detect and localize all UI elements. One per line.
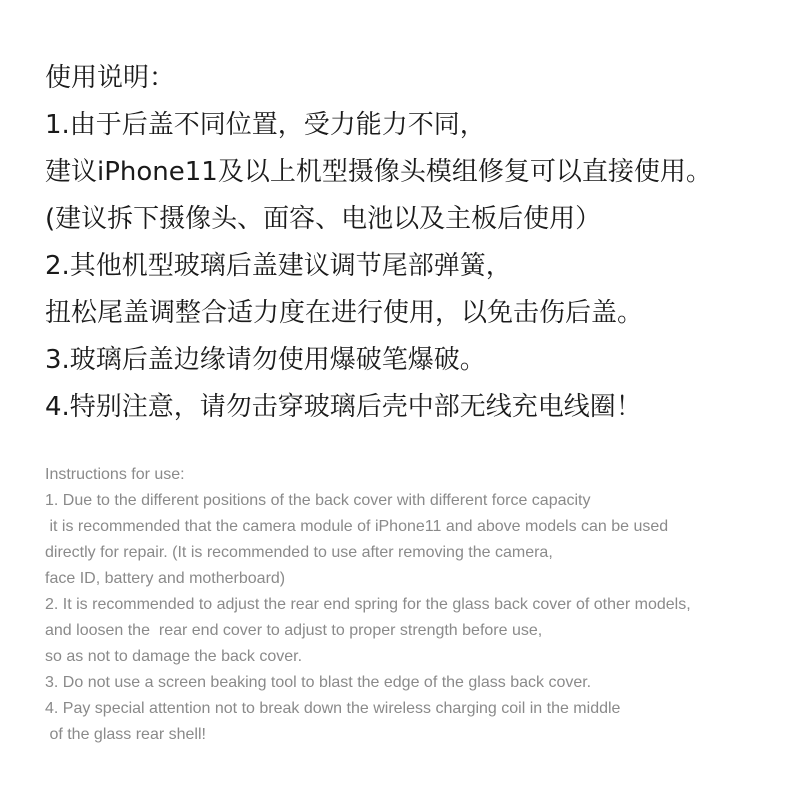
chinese-line: 3.玻璃后盖边缘请勿使用爆破笔爆破。 [45, 345, 486, 375]
english-line: directly for repair. (It is recommended to use after removing the camera, [45, 544, 553, 561]
chinese-line: 4.特别注意，请勿击穿玻璃后壳中部无线充电线圈！ [45, 392, 642, 422]
english-line: 2. It is recommended to adjust the rear end spring for the glass back cover of other models, [45, 596, 691, 613]
chinese-line: 建议iPhone11及以上机型摄像头模组修复可以直接使用。 [45, 157, 712, 187]
english-heading: Instructions for use: [45, 466, 185, 483]
english-line: of the glass rear shell! [45, 726, 206, 743]
english-line: and loosen the rear end cover to adjust to proper strength before use, [45, 622, 543, 639]
english-line: so as not to damage the back cover. [45, 648, 303, 665]
chinese-heading: 使用说明： [45, 63, 176, 93]
chinese-line: 2.其他机型玻璃后盖建议调节尾部弹簧， [45, 251, 512, 281]
chinese-line: 扭松尾盖调整合适力度在进行使用，以免击伤后盖。 [45, 298, 644, 328]
english-line: 1. Due to the different positions of the back cover with different force capacity [45, 492, 591, 509]
english-line: face ID, battery and motherboard) [45, 570, 286, 587]
english-line: 3. Do not use a screen beaking tool to blast the edge of the glass back cover. [45, 674, 592, 691]
english-line: it is recommended that the camera module of iPhone11 and above models can be used [45, 518, 669, 535]
chinese-line: 1.由于后盖不同位置，受力能力不同， [45, 110, 486, 140]
chinese-line: (建议拆下摄像头、面容、电池以及主板后使用） [45, 204, 602, 234]
english-instructions [45, 462, 785, 748]
chinese-instructions [45, 55, 785, 431]
english-line: 4. Pay special attention not to break down the wireless charging coil in the middle [45, 700, 621, 717]
